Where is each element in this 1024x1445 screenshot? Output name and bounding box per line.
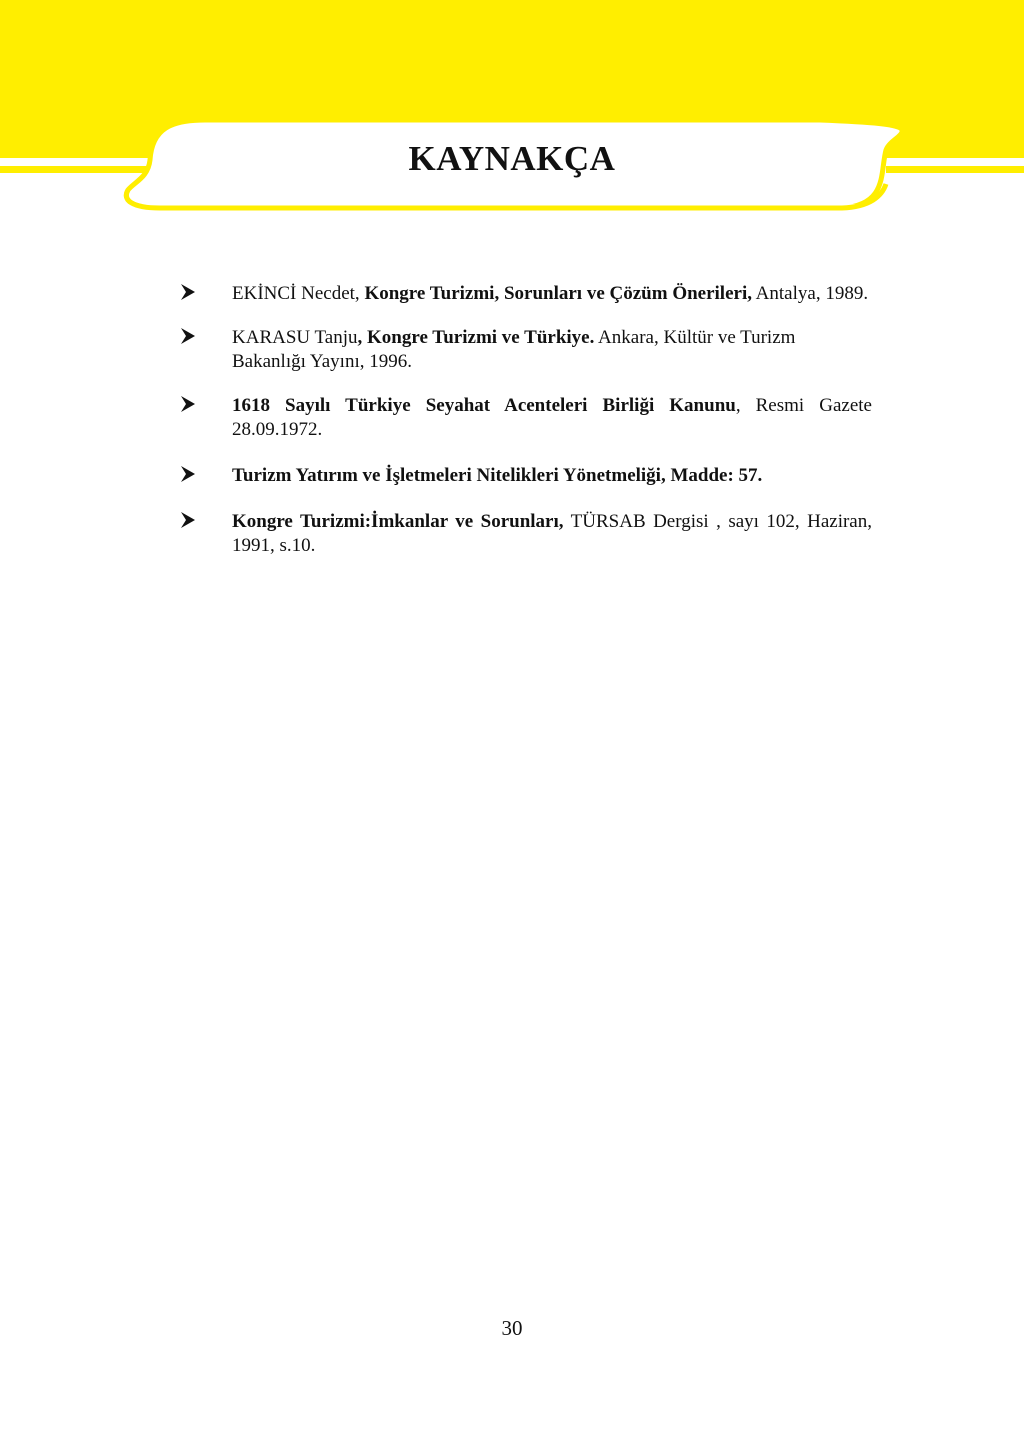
arrow-bullet-icon	[180, 283, 196, 301]
reference-details: Ankara, Kültür ve Turizm Bakanlığı Yayını, 1996.	[232, 327, 796, 372]
reference-title: , Kongre Turizmi ve Türkiye.	[357, 327, 595, 348]
reference-title: 1618 Sayılı Türkiye Seyahat Acenteleri Birliği Kanunu	[232, 395, 736, 416]
reference-list	[180, 282, 872, 578]
reference-author: KARASU Tanju	[232, 327, 358, 348]
reference-item	[180, 326, 872, 374]
reference-item	[180, 282, 872, 306]
reference-title: Kongre Turizmi, Sorunları ve Çözüm Önerileri,	[364, 283, 752, 304]
reference-item	[180, 394, 872, 442]
reference-details: , Resmi Gazete 28.09.1972.	[232, 395, 872, 440]
reference-details: TÜRSAB Dergisi , sayı 102, Haziran, 1991, s.10.	[232, 511, 872, 556]
reference-title: Turizm Yatırım ve İşletmeleri Nitelikleri Yönetmeliği, Madde: 57.	[232, 465, 763, 486]
reference-item	[180, 464, 872, 488]
arrow-bullet-icon	[180, 327, 196, 345]
page-number: 30	[501, 1316, 523, 1340]
arrow-bullet-icon	[180, 395, 196, 413]
reference-title: Kongre Turizmi:İmkanlar ve Sorunları,	[232, 511, 564, 532]
arrow-bullet-icon	[180, 465, 196, 483]
header-banner	[0, 0, 1024, 240]
reference-details: Antalya, 1989.	[751, 283, 869, 304]
page-title: KAYNAKÇA	[408, 139, 616, 178]
arrow-bullet-icon	[180, 511, 196, 529]
header-banner-shape	[0, 0, 1024, 240]
reference-author: EKİNCİ Necdet,	[232, 283, 365, 304]
reference-item	[180, 510, 872, 558]
